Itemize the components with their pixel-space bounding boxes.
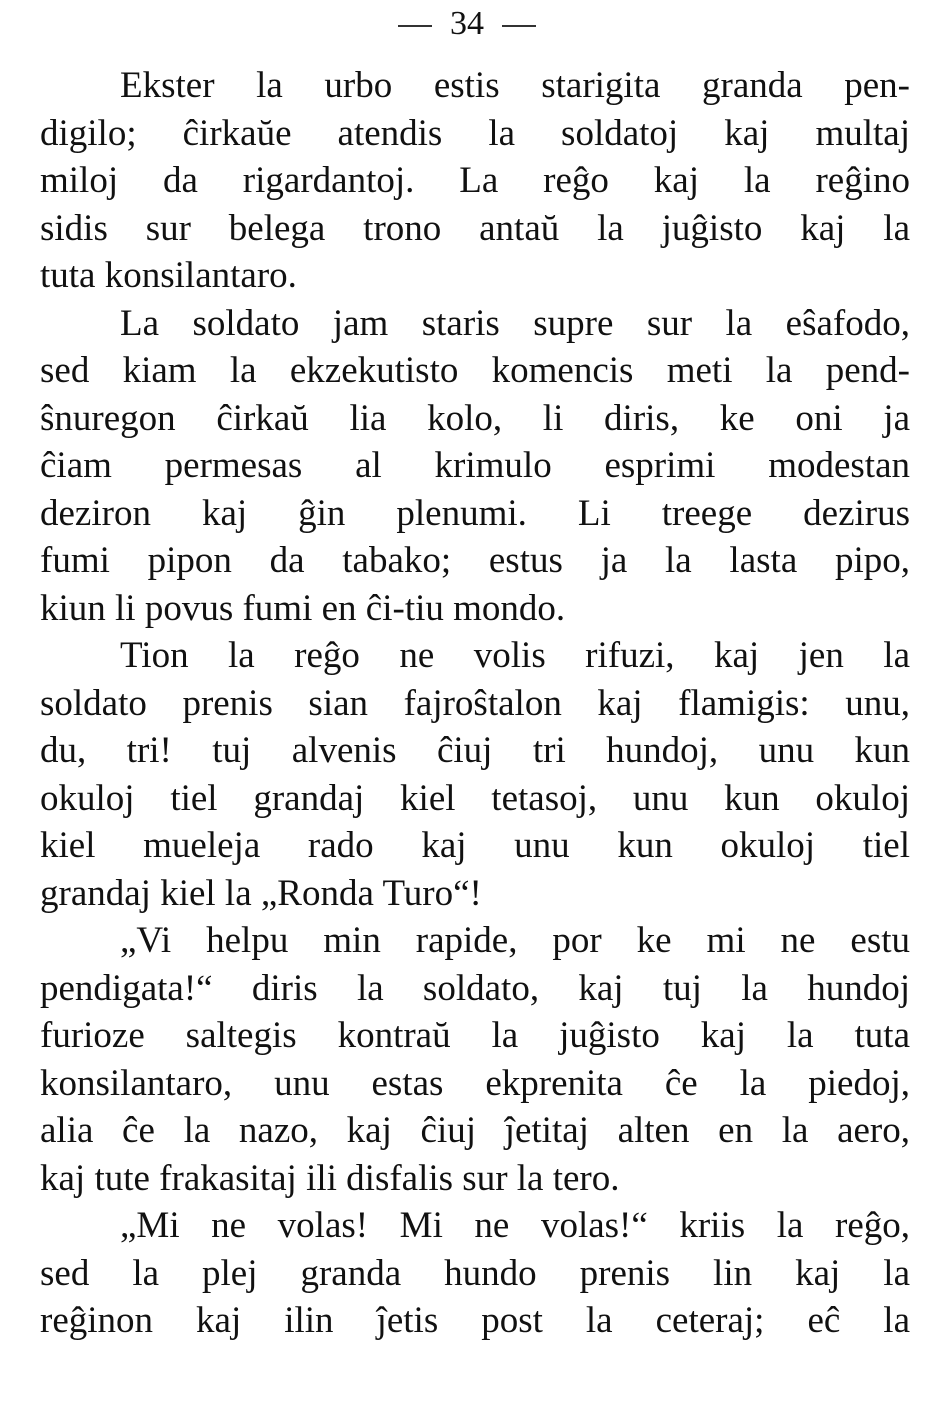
text-line: konsilantaro, unu estas ekprenita ĉe la piedoj, [40, 1062, 910, 1104]
text-line: fumi pipon da tabako; estus ja la lasta pipo, [40, 540, 910, 581]
text-line: Tion la reĝo ne volis rifuzi, kaj jen la [120, 635, 910, 676]
text-line: alia ĉe la nazo, kaj ĉiuj ĵetitaj alten en la aero, [40, 1110, 910, 1151]
text-line: reĝinon kaj ilin ĵetis post la ceteraj; eĉ la [40, 1300, 910, 1341]
text-line: Ekster la urbo estis starigita granda pen- [120, 65, 910, 106]
text-line: sed kiam la ekzekutisto komencis meti la pend- [40, 350, 910, 391]
text-line: du, tri! tuj alvenis ĉiuj tri hundoj, unu kun [40, 730, 910, 771]
text-line: „Mi ne volas! Mi ne volas!“ kriis la reĝo, [120, 1205, 910, 1246]
text-line: ĉiam permesas al krimulo esprimi modestan [40, 445, 910, 486]
text-line: okuloj tiel grandaj kiel tetasoj, unu kun okuloj [40, 777, 910, 819]
text-line: sed la plej granda hundo prenis lin kaj la [40, 1252, 910, 1294]
page-header [0, 4, 934, 44]
text-line: furioze saltegis kontraŭ la juĝisto kaj la tuta [40, 1015, 910, 1056]
text-line: sidis sur belega trono antaŭ la juĝisto kaj la [40, 207, 910, 249]
text-line: „Vi helpu min rapide, por ke mi ne estu [120, 920, 910, 961]
text-line: kiel mueleja rado kaj unu kun okuloj tiel [40, 825, 910, 866]
header-dash-right [502, 25, 536, 27]
text-line: deziron kaj ĝin plenumi. Li treege dezirus [40, 492, 910, 534]
text-line: pendigata!“ diris la soldato, kaj tuj la hundoj [40, 967, 910, 1009]
header-dash-left [398, 25, 432, 27]
text-line: soldato prenis sian fajroŝtalon kaj flamigis: unu, [40, 682, 910, 724]
text-line: miloj da rigardantoj. La reĝo kaj la reĝino [40, 160, 910, 201]
page-number: 34 [450, 5, 484, 42]
text-line: ŝnuregon ĉirkaŭ lia kolo, li diris, ke oni ja [40, 397, 910, 439]
text-line: kaj tute frakasitaj ili disfalis sur la tero. [40, 1157, 620, 1199]
text-line: tuta konsilantaro. [40, 255, 297, 296]
text-line: digilo; ĉirkaŭe atendis la soldatoj kaj multaj [40, 112, 910, 154]
text-line: La soldato jam staris supre sur la eŝafodo, [120, 302, 910, 344]
body-text [40, 62, 910, 1345]
text-line: kiun li povus fumi en ĉi-tiu mondo. [40, 587, 566, 629]
text-line: grandaj kiel la „Ronda Turo“! [40, 872, 482, 914]
